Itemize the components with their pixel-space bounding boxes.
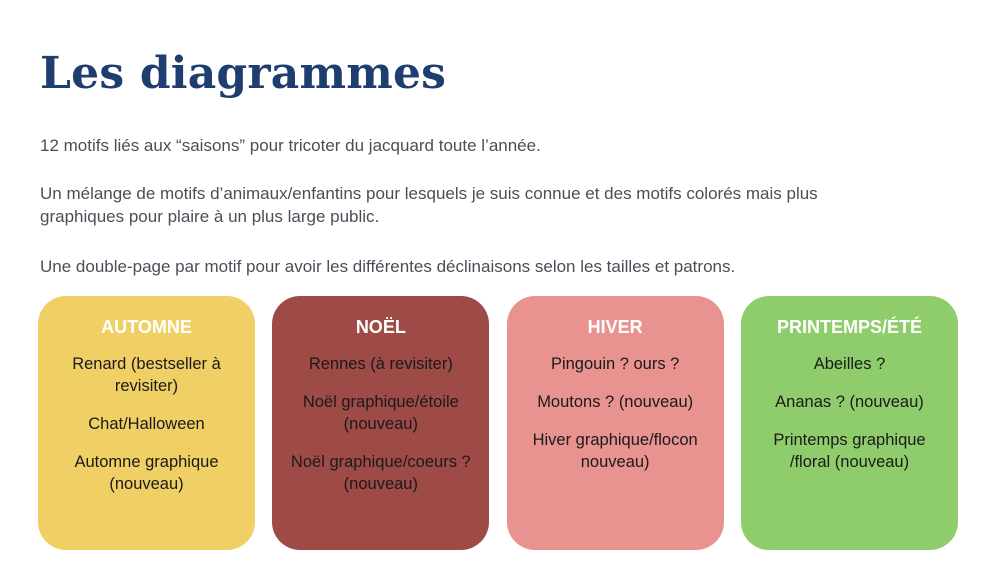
card-title: NOËL [355,317,406,337]
intro-paragraph: 12 motifs liés aux “saisons” pour tricoter du jacquard toute l’année. [40,136,541,155]
card-item: Rennes (à revisiter) [308,355,453,373]
card-title: HIVER [587,317,643,337]
card-item: Printemps graphique /floral (nouveau) [773,431,926,471]
card-item: Automne graphique (nouveau) [74,453,219,493]
card-automne [38,296,255,550]
description-paragraph: Un mélange de motifs d’animaux/enfantins pour lesquels je suis connue et des motifs colorés mais plus graphiques pour plaire à un plus large public. [40,184,818,226]
card-item: Pingouin ? ours ? [550,355,680,373]
card-item: Noël graphique/coeurs ? (nouveau) [290,453,471,493]
card-item: Chat/Halloween [88,415,205,433]
card-item: Noël graphique/étoile (nouveau) [302,393,459,433]
card-item: Ananas ? (nouveau) [775,393,924,411]
card-noel [272,296,489,550]
card-hiver [507,296,724,550]
card-printemps-ete [741,296,958,550]
card-item: Moutons ? (nouveau) [537,393,694,411]
format-paragraph: Une double-page par motif pour avoir les différentes déclinaisons selon les tailles et patrons. [40,257,736,276]
card-item: Hiver graphique/flocon nouveau) [532,431,698,471]
page-title: Les diagrammes [40,48,447,99]
card-item: Renard (bestseller à revisiter) [72,355,221,395]
card-item: Abeilles ? [813,355,886,373]
season-cards [38,296,958,550]
card-title: AUTOMNE [101,317,192,337]
card-title: PRINTEMPS/ÉTÉ [776,317,922,337]
